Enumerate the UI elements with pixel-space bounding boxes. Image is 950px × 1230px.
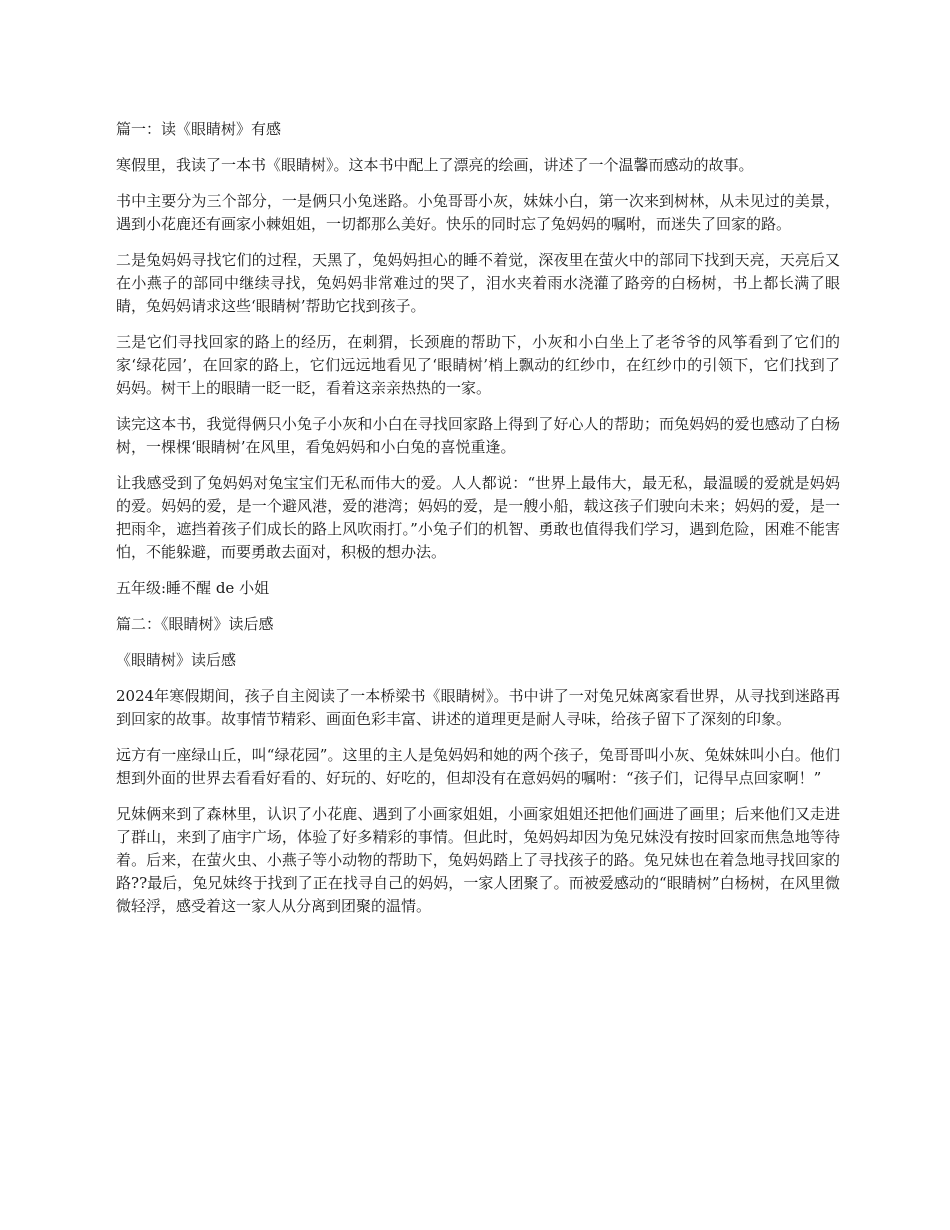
document-page	[116, 118, 840, 931]
paragraph: 书中主要分为三个部分，一是俩只小兔迷路。小兔哥哥小灰，妹妹小白，第一次来到树林，从未见过的美景，遇到小花鹿还有画家小棘姐姐，一切都那么美好。快乐的同时忘了兔妈妈的嘱咐，而迷失了回家的路。	[116, 192, 840, 233]
paragraph: 让我感受到了兔妈妈对兔宝宝们无私而伟大的爱。人人都说：“世界上最伟大，最无私，最温暖的爱就是妈妈的爱。妈妈的爱，是一个避风港，爱的港湾；妈妈的爱，是一艘小船，载这孩子们驶向未来；妈妈的爱，是一把雨伞，遮挡着孩子们成长的路上风吹雨打。”小兔子们的机智、勇敢也值得我们学习，遇到危险，困难不能害怕，不能躲避，而要勇敢去面对，积极的想办法。	[116, 474, 840, 561]
paragraph: 2024年寒假期间，孩子自主阅读了一本桥梁书《眼睛树》。书中讲了一对兔兄妹离家看世界，从寻找到迷路再到回家的故事。故事情节精彩、画面色彩丰富、讲述的道理更是耐人寻味，给孩子留下了深刻的印象。	[116, 687, 840, 728]
section-heading-2: 篇二：《眼睛树》读后感	[116, 615, 274, 633]
article-title: 《眼睛树》读后感	[116, 651, 237, 669]
paragraph: 读完这本书，我觉得俩只小兔子小灰和小白在寻找回家路上得到了好心人的帮助；而兔妈妈的爱也感动了白杨树，一棵棵‘眼睛树’在风里，看兔妈妈和小白兔的喜悦重逢。	[116, 415, 840, 456]
section-heading-1: 篇一：读《眼睛树》有感	[116, 120, 282, 138]
paragraph: 寒假里，我读了一本书《眼睛树》。这本书中配上了漂亮的绘画，讲述了一个温馨而感动的故事。	[116, 156, 754, 174]
paragraph: 远方有一座绿山丘，叫“绿花园”。这里的主人是兔妈妈和她的两个孩子，兔哥哥叫小灰、兔妹妹叫小白。他们想到外面的世界去看看好看的、好玩的、好吃的，但却没有在意妈妈的嘱咐：“孩子们，记得早点回家啊！”	[116, 746, 840, 787]
paragraph: 兄妹俩来到了森林里，认识了小花鹿、遇到了小画家姐姐，小画家姐姐还把他们画进了画里；后来他们又走进了群山，来到了庙宇广场，体验了好多精彩的事情。但此时，兔妈妈却因为兔兄妹没有按时回家而焦急地等待着。后来，在萤火虫、小燕子等小动物的帮助下，兔妈妈踏上了寻找孩子的路。兔兄妹也在着急地寻找回家的路??最后，兔兄妹终于找到了正在找寻自己的妈妈，一家人团聚了。而被爱感动的“眼睛树”白杨树，在风里微微轻浮，感受着这一家人从分离到团聚的温情。	[116, 805, 840, 915]
paragraph: 三是它们寻找回家的路上的经历，在刺猬，长颈鹿的帮助下，小灰和小白坐上了老爷爷的风筝看到了它们的家‘绿花园’，在回家的路上，它们远远地看见了‘眼睛树’梢上飘动的红纱巾，在红纱巾的引领下，它们找到了妈妈。树干上的眼睛一眨一眨，看着这亲亲热热的一家。	[116, 333, 840, 397]
author-line: 五年级:睡不醒 de 小姐	[116, 579, 270, 597]
paragraph: 二是兔妈妈寻找它们的过程，天黑了，兔妈妈担心的睡不着觉，深夜里在萤火中的部同下找到天亮，天亮后又在小燕子的部同中继续寻找，兔妈妈非常难过的哭了，泪水夹着雨水浇灌了路旁的白杨树，书上都长满了眼睛，兔妈妈请求这些‘眼睛树’帮助它找到孩子。	[116, 251, 840, 315]
